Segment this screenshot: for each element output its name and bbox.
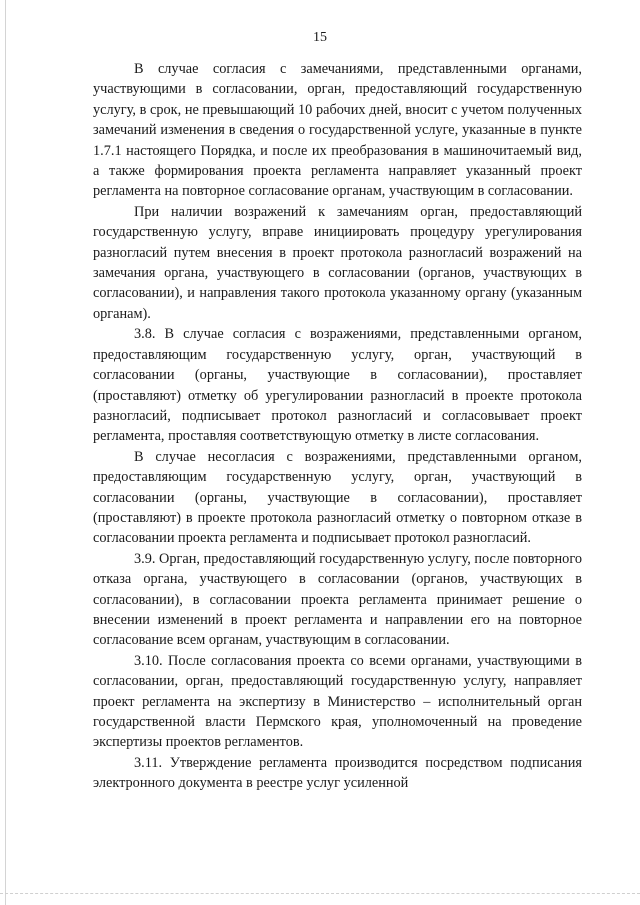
page-edge-line: [5, 0, 6, 905]
paragraph-clause-3-9: 3.9. Орган, предоставляющий государственную услугу, после повторного отказа органа, участвующего в согласовании (органов, участвующих в согласовании), в согласовании проекта регламента принимает решение о внесении изменений в проект регламента и направлении его на повторное согласование всем органам, участвующим в согласовании.: [93, 550, 582, 649]
document-body: [93, 59, 582, 794]
paragraph-clause-3-11: 3.11. Утверждение регламента производится посредством подписания электронного документа в реестре услуг усиленной: [93, 754, 582, 792]
paragraph-agreement-with-remarks: В случае согласия с замечаниями, представленными органами, участвующими в согласовании, орган, предоставляющий государственную услугу, в срок, не превышающий 10 рабочих дней, вносит с учетом полученных замечаний изменения в сведения о государственной услуге, указанные в пункте 1.7.1 настоящего Порядка, и после их преобразования в машиночитаемый вид, а также формирования проекта регламента направляет указанный проект регламента на повторное согласование органам, участвующим в согласовании.: [93, 61, 582, 200]
paragraph-clause-3-8: 3.8. В случае согласия с возражениями, представленными органом, предоставляющим государственную услугу, орган, участвующий в согласовании (органы, участвующие в согласовании), проставляет (проставляют) отметку об урегулировании разногласий в проекте протокола разногласий, подписывает протокол разногласий и согласовывает проект регламента, проставляя соответствующую отметку в листе согласования.: [93, 326, 582, 445]
paragraph-objections-to-remarks: При наличии возражений к замечаниям орган, предоставляющий государственную услугу, вправе инициировать процедуру урегулирования разногласий путем внесения в проект протокола разногласий возражений на замечания органа, участвующего в согласовании (органов, участвующих в согласовании), и направления такого протокола указанному органу (указанным органам).: [93, 203, 582, 322]
page-bottom-edge: [0, 893, 640, 895]
paragraph-clause-3-10: 3.10. После согласования проекта со всеми органами, участвующими в согласовании, орган, предоставляющий государственную услугу, направляет проект регламента на экспертизу в Министерство – исполнительный орган государственной власти Пермского края, уполномоченный на проведение экспертизы проектов регламентов.: [93, 652, 582, 751]
paragraph-disagreement-with-objections: В случае несогласия с возражениями, представленными органом, предоставляющим государственную услугу, орган, участвующий в согласовании (органы, участвующие в согласовании), проставляет (проставляют) в проекте протокола разногласий отметку о повторном отказе в согласовании проекта регламента и подписывает протокол разногласий.: [93, 448, 582, 547]
page-number: 15: [313, 30, 327, 45]
